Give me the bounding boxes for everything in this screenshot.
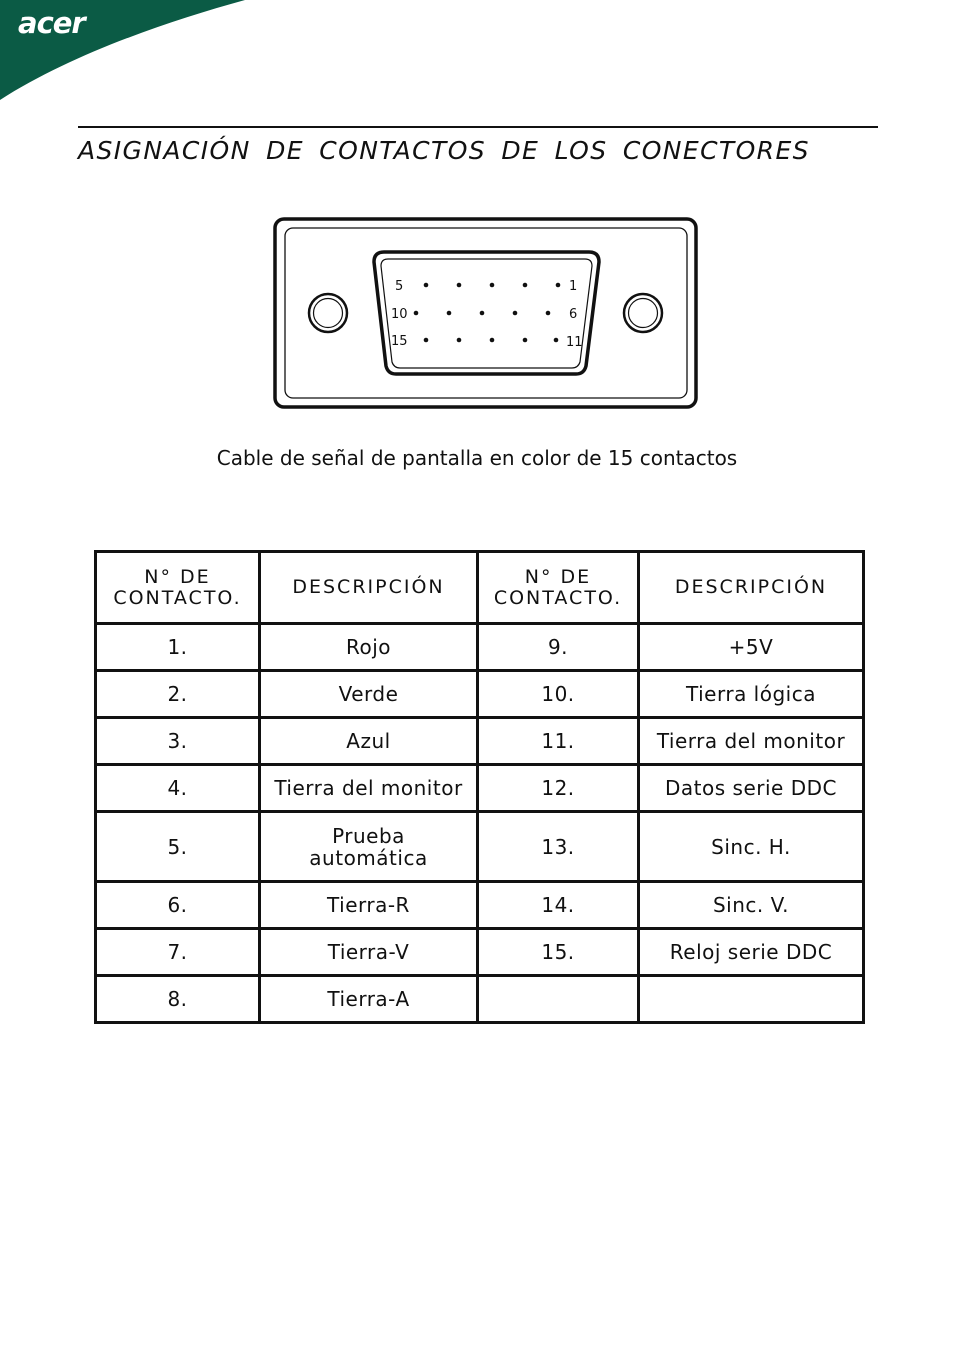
header-pin-number-2: N° DE CONTACTO. <box>478 552 639 624</box>
pin-number-cell: 9. <box>478 624 639 671</box>
pin-number-cell: 10. <box>478 671 639 718</box>
pin-description-cell: Datos serie DDC <box>639 765 864 812</box>
pin-number-cell: 3. <box>96 718 260 765</box>
pin-number-cell <box>478 976 639 1023</box>
pin-number-cell: 12. <box>478 765 639 812</box>
pin-label-15: 15 <box>391 334 408 349</box>
pin-description-cell <box>639 976 864 1023</box>
pin-assignment-table <box>94 550 865 1024</box>
pin-description-cell: Verde <box>260 671 478 718</box>
table-row <box>96 624 864 671</box>
header-pin-number-1: N° DE CONTACTO. <box>96 552 260 624</box>
pin-label-6: 6 <box>569 307 578 322</box>
page-title: ASIGNACIÓN DE CONTACTOS DE LOS CONECTORES <box>78 136 810 165</box>
pin-description-cell: Sinc. H. <box>639 812 864 882</box>
pin-label-5: 5 <box>395 279 404 294</box>
table-row <box>96 882 864 929</box>
pin-description-cell: Tierra-V <box>260 929 478 976</box>
pin-description-cell: Rojo <box>260 624 478 671</box>
pin-description-cell: Sinc. V. <box>639 882 864 929</box>
pin-description-cell: +5V <box>639 624 864 671</box>
title-rule <box>78 126 878 128</box>
pin-number-cell: 15. <box>478 929 639 976</box>
pin-number-cell: 2. <box>96 671 260 718</box>
pin-label-10: 10 <box>391 307 408 322</box>
pin-description-cell: Azul <box>260 718 478 765</box>
connector-caption: Cable de señal de pantalla en color de 15 contactos <box>216 446 738 470</box>
table-header-row <box>96 552 864 624</box>
pin-number-cell: 5. <box>96 812 260 882</box>
pin-number-cell: 13. <box>478 812 639 882</box>
acer-logo: acer <box>18 6 85 40</box>
pin-number-cell: 8. <box>96 976 260 1023</box>
pin-description-cell: Tierra-R <box>260 882 478 929</box>
header-description-2: DESCRIPCIÓN <box>639 552 864 624</box>
pin-description-cell: Tierra del monitor <box>260 765 478 812</box>
vga-connector-diagram <box>272 216 700 412</box>
table-row <box>96 812 864 882</box>
table-row <box>96 929 864 976</box>
connector-outer-frame <box>275 219 696 407</box>
pin-description-cell: Tierra-A <box>260 976 478 1023</box>
pin-number-cell: 4. <box>96 765 260 812</box>
table-row <box>96 671 864 718</box>
pin-number-cell: 14. <box>478 882 639 929</box>
pin-description-cell: Tierra del monitor <box>639 718 864 765</box>
pin-description-cell: Tierra lógica <box>639 671 864 718</box>
pin-number-cell: 1. <box>96 624 260 671</box>
pin-number-cell: 7. <box>96 929 260 976</box>
table-row <box>96 976 864 1023</box>
pin-label-1: 1 <box>569 279 578 294</box>
pin-description-cell: Prueba automática <box>260 812 478 882</box>
pin-number-cell: 6. <box>96 882 260 929</box>
pin-label-11: 11 <box>566 335 583 350</box>
header-description-1: DESCRIPCIÓN <box>260 552 478 624</box>
pin-description-cell: Reloj serie DDC <box>639 929 864 976</box>
pin-number-cell: 11. <box>478 718 639 765</box>
table-row <box>96 765 864 812</box>
table-row <box>96 718 864 765</box>
